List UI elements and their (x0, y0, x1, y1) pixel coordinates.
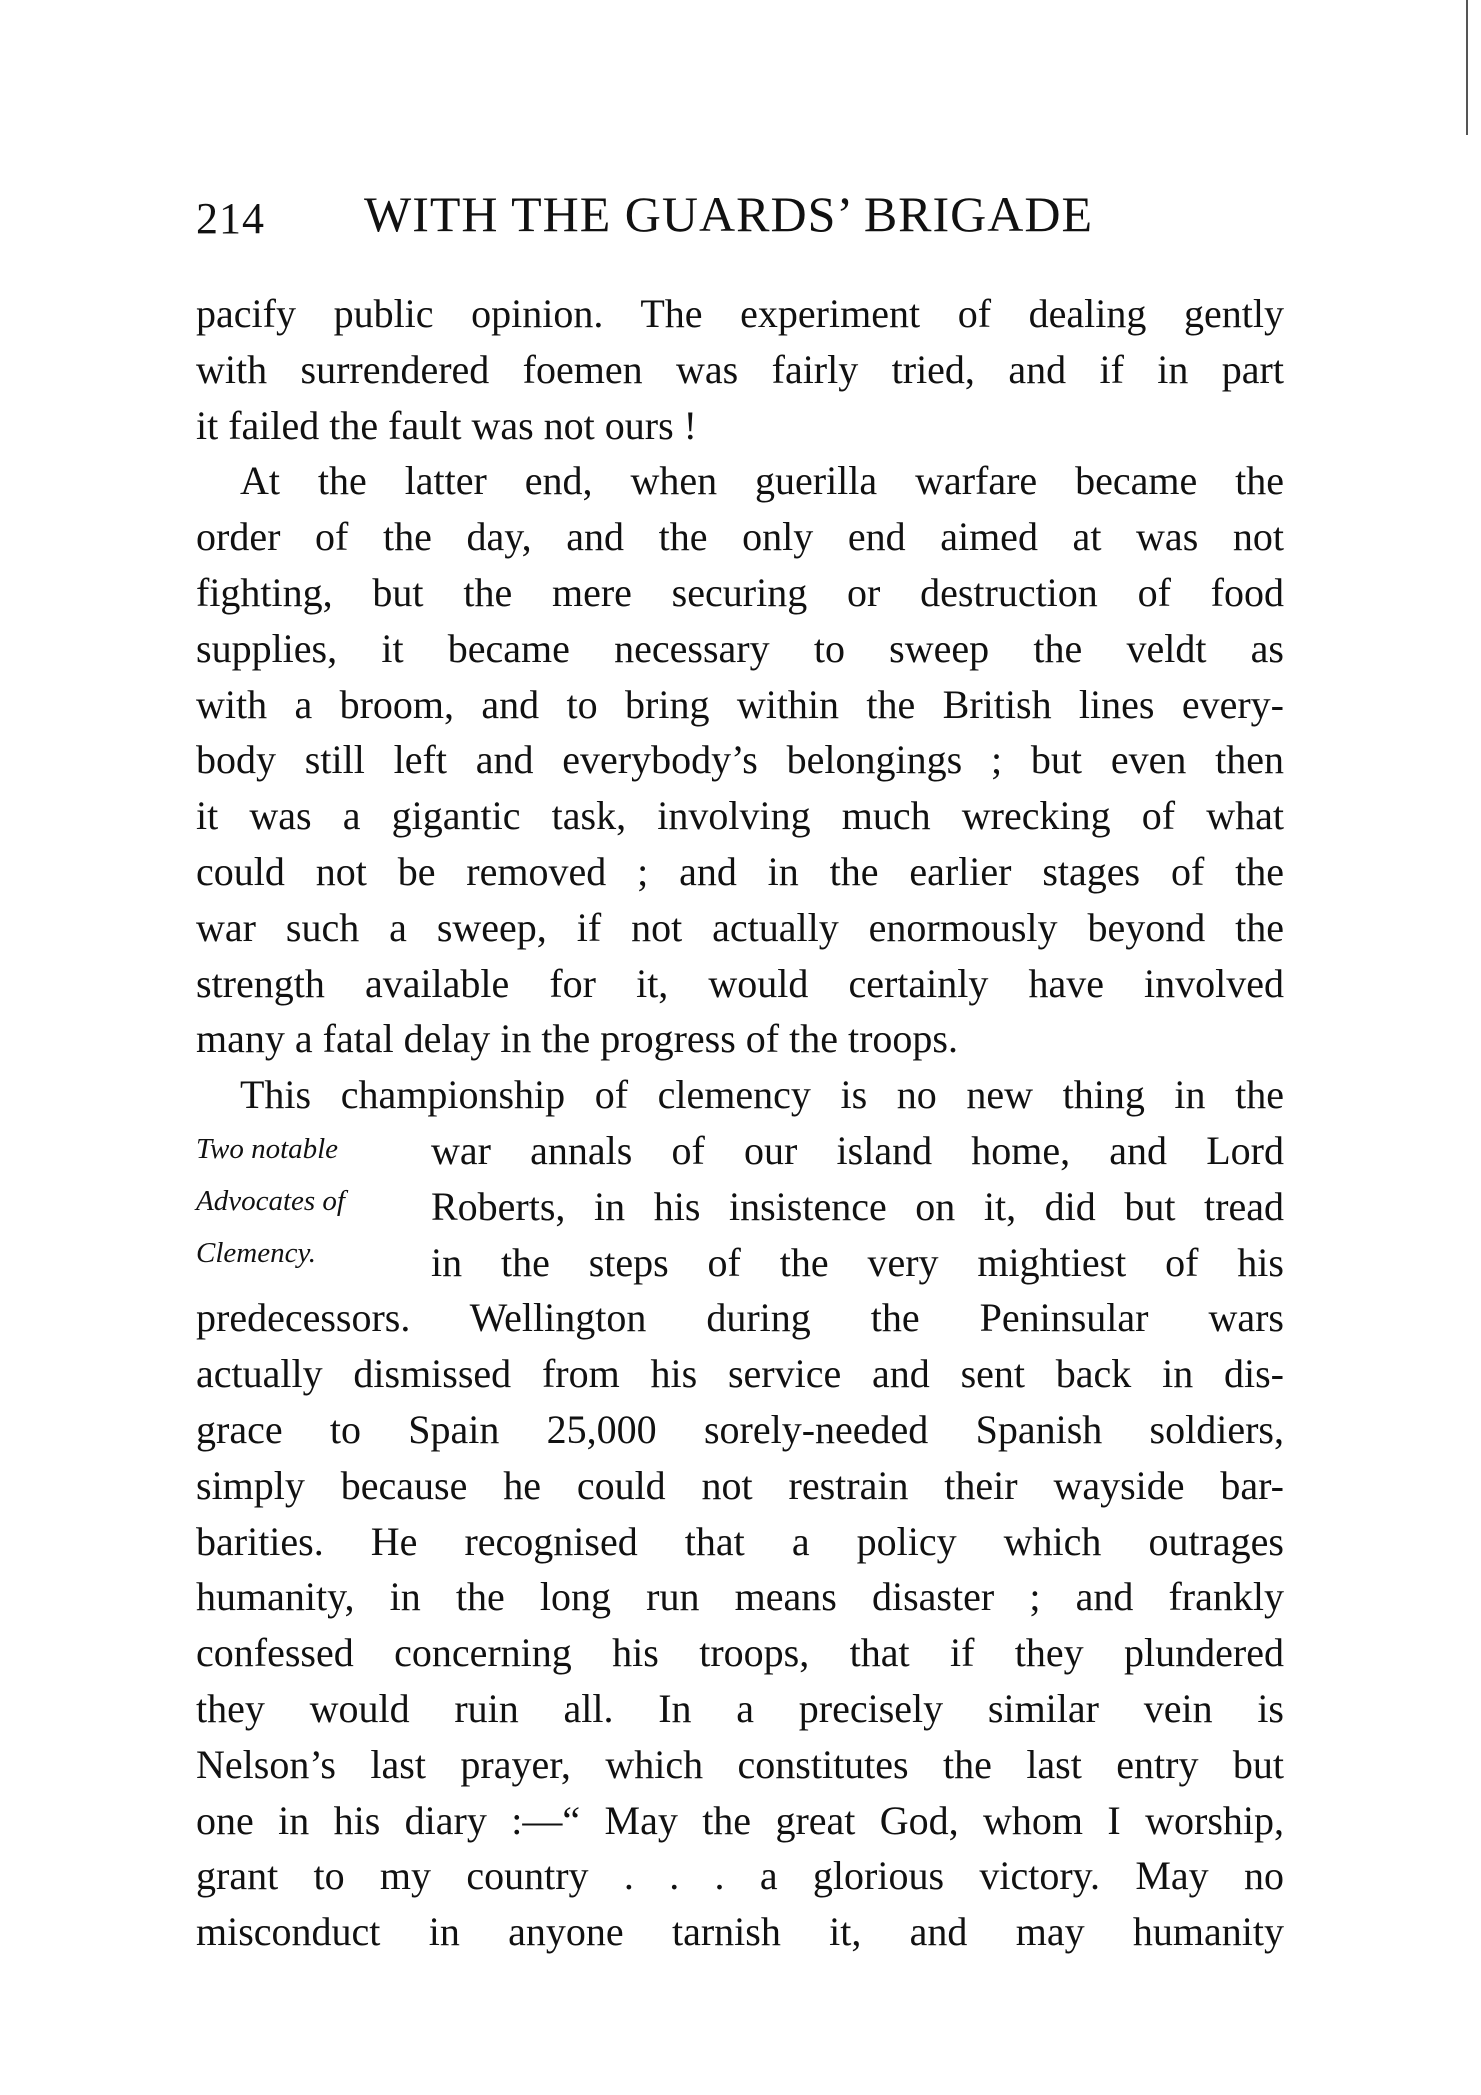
text-line: strength available for it, would certainly have involved (196, 960, 1284, 1006)
text-line: pacify public opinion. The experiment of dealing gently (196, 291, 1284, 336)
text-line: body still left and everybody’s belongings ; but even then (196, 737, 1284, 783)
text-line: grant to my country . . . a glorious victory. May no (196, 1853, 1284, 1899)
scan-edge-mark (1466, 0, 1468, 135)
text-line: could not be removed ; and in the earlier stages of the (196, 849, 1284, 894)
margin-note-line: Two notable (196, 1133, 339, 1165)
text-line: misconduct in anyone tarnish it, and may humanity (196, 1909, 1284, 1955)
text-line: with surrendered foemen was fairly tried, and if in part (196, 346, 1284, 392)
text-line: confessed concerning his troops, that if they plundered (196, 1630, 1284, 1676)
text-line: in the steps of the very mightiest of his (431, 1239, 1284, 1285)
text-line: war such a sweep, if not actually enormously beyond the (196, 904, 1284, 950)
text-line: grace to Spain 25,000 sorely-needed Spanish soldiers, (196, 1407, 1284, 1452)
text-line: supplies, it became necessary to sweep the veldt as (196, 625, 1284, 671)
text-line: actually dismissed from his service and sent back in dis- (196, 1351, 1284, 1397)
running-title: WITH THE GUARDS’ BRIGADE (364, 186, 1094, 242)
text-line: Roberts, in his insistence on it, did but tread (431, 1183, 1284, 1229)
text-line: Nelson’s last prayer, which constitutes the last entry but (196, 1741, 1284, 1787)
text-line: it was a gigantic task, involving much wrecking of what (196, 793, 1284, 839)
text-line: order of the day, and the only end aimed at was not (196, 514, 1284, 560)
text-line: simply because he could not restrain their wayside bar- (196, 1462, 1284, 1508)
page-number: 214 (196, 194, 265, 243)
text-line: predecessors. Wellington during the Peninsular wars (196, 1295, 1284, 1341)
text-line: barities. He recognised that a policy which outrages (196, 1518, 1284, 1564)
text-line: humanity, in the long run means disaster ; and frankly (196, 1574, 1284, 1620)
text-line: many a fatal delay in the progress of the troops. (196, 1016, 958, 1062)
text-line: fighting, but the mere securing or destruction of food (196, 570, 1284, 615)
margin-note-line: Clemency. (196, 1237, 316, 1269)
text-line: one in his diary :—“ May the great God, whom I worship, (196, 1797, 1284, 1843)
text-line: war annals of our island home, and Lord (431, 1128, 1284, 1173)
text-line: At the latter end, when guerilla warfare became the (240, 458, 1284, 504)
text-line: they would ruin all. In a precisely similar vein is (196, 1686, 1284, 1731)
text-line: with a broom, and to bring within the British lines every- (196, 681, 1284, 727)
text-line: This championship of clemency is no new thing in the (240, 1072, 1284, 1118)
margin-note-line: Advocates of (196, 1185, 345, 1217)
running-header (196, 185, 1296, 245)
text-line: it failed the fault was not ours ! (196, 402, 697, 448)
